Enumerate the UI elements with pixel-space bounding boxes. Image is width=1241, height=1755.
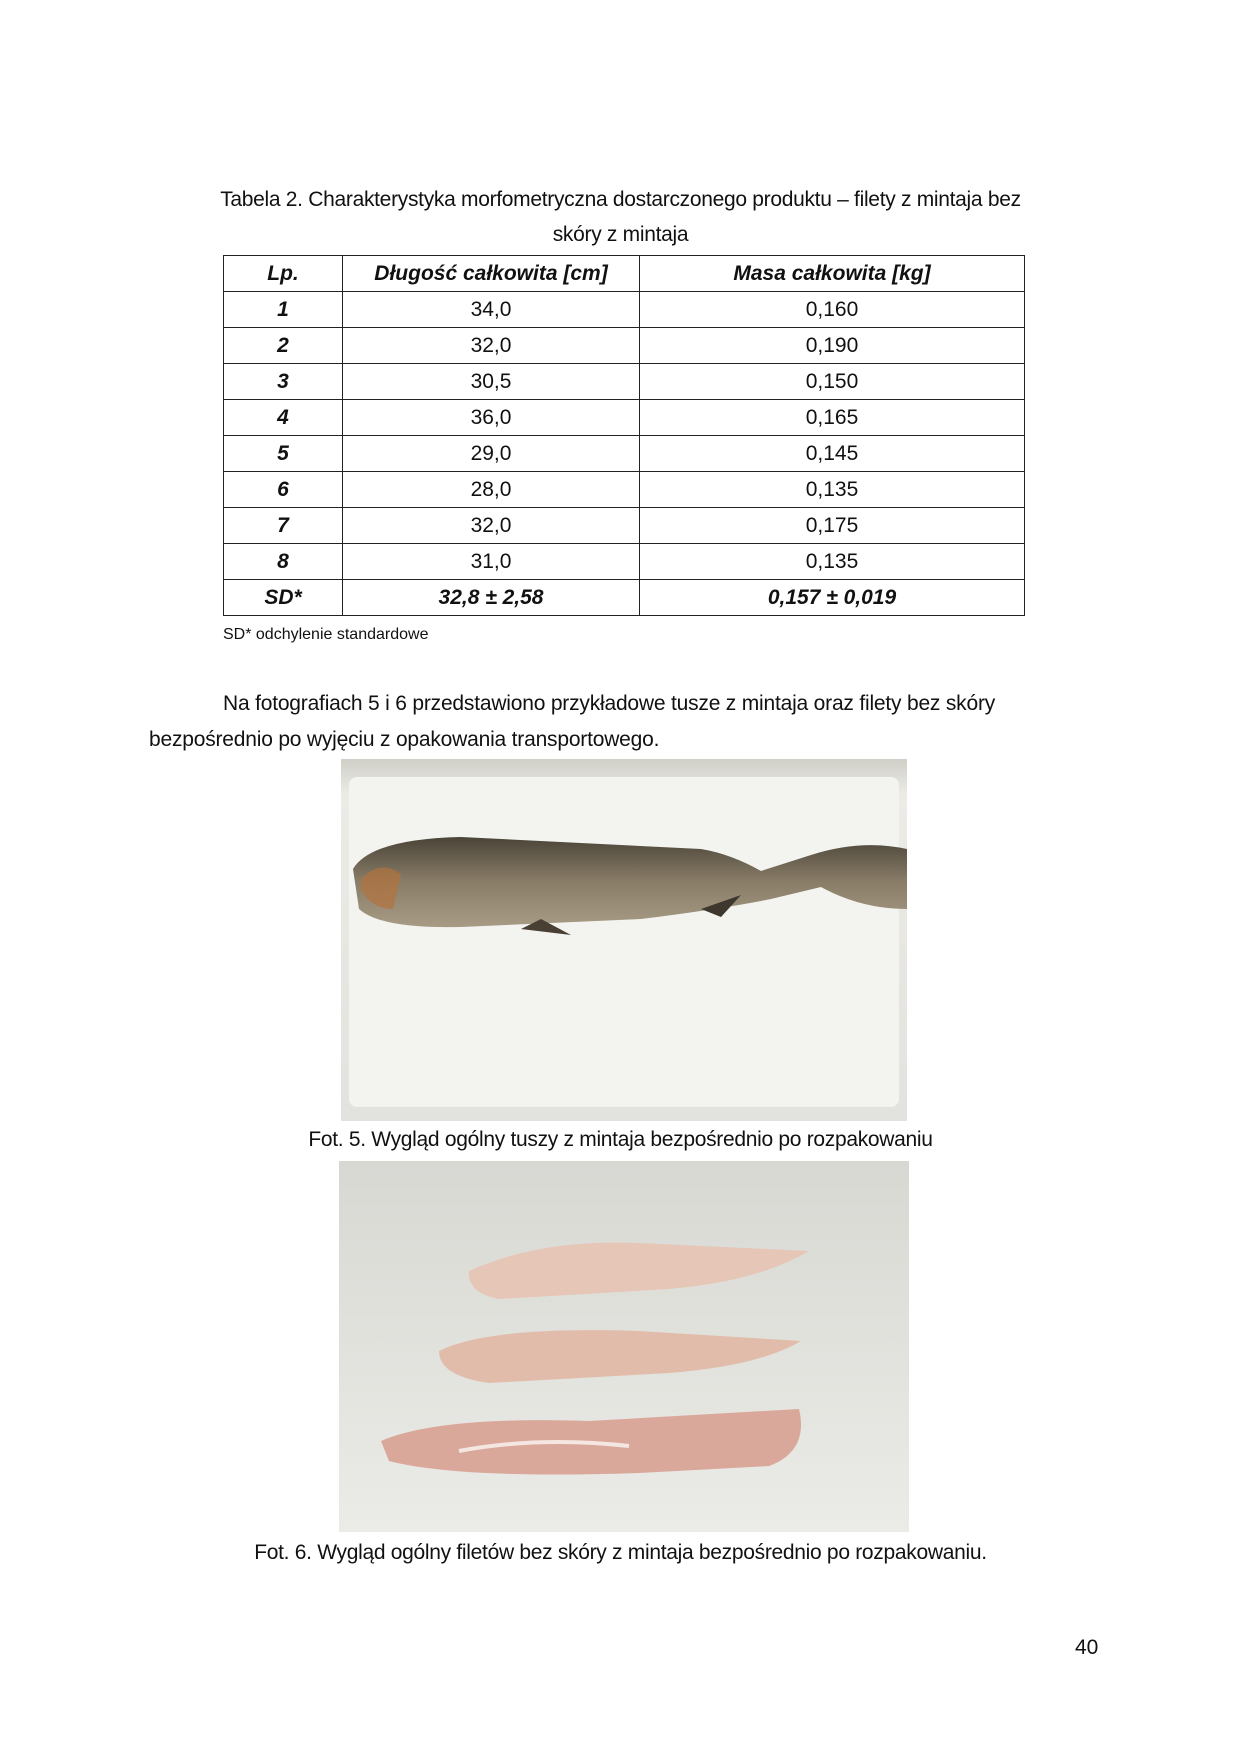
cell-lp: 4 [224,400,343,436]
cell-mass: 0,135 [640,472,1025,508]
photo-pollock-fillets [339,1161,909,1532]
figure-caption-5: Fot. 5. Wygląd ogólny tuszy z mintaja bezpośrednio po rozpakowaniu [308,1128,933,1151]
table-row [224,508,1025,544]
cell-length: 31,0 [343,544,640,580]
cell-mass: 0,175 [640,508,1025,544]
cell-sd-mass: 0,157 ± 0,019 [640,580,1025,616]
cell-sd-length: 32,8 ± 2,58 [343,580,640,616]
cell-mass: 0,165 [640,400,1025,436]
photo-pollock-carcass [341,759,907,1121]
table-row [224,328,1025,364]
cell-mass: 0,135 [640,544,1025,580]
cell-lp: 3 [224,364,343,400]
cell-mass: 0,190 [640,328,1025,364]
morphometric-table [223,255,1025,616]
table-row [224,436,1025,472]
footnote: SD* odchylenie standardowe [223,626,429,643]
cell-length: 29,0 [343,436,640,472]
cell-lp: 5 [224,436,343,472]
cell-lp: 1 [224,292,343,328]
page-number: 40 [1075,1636,1099,1659]
cell-length: 32,0 [343,508,640,544]
table-header-row [224,256,1025,292]
cell-mass: 0,145 [640,436,1025,472]
cell-length: 28,0 [343,472,640,508]
cell-lp: 7 [224,508,343,544]
cell-lp: 2 [224,328,343,364]
cell-length: 32,0 [343,328,640,364]
table-row [224,472,1025,508]
cell-lp: 6 [224,472,343,508]
cell-length: 34,0 [343,292,640,328]
table-caption-line1: Tabela 2. Charakterystyka morfometryczna dostarczonego produktu – filety z mintaja bez [220,188,1021,211]
cell-length: 30,5 [343,364,640,400]
table-summary-row [224,580,1025,616]
table-row [224,292,1025,328]
cell-sd-label: SD* [224,580,343,616]
cell-length: 36,0 [343,400,640,436]
table-caption-line2: skóry z mintaja [552,223,689,246]
table-row [224,400,1025,436]
paragraph-line2: bezpośrednio po wyjęciu z opakowania transportowego. [149,728,660,751]
cell-mass: 0,160 [640,292,1025,328]
header-mass: Masa całkowita [kg] [640,256,1025,292]
paragraph-line1: Na fotografiach 5 i 6 przedstawiono przykładowe tusze z mintaja oraz filety bez skóry [223,692,996,715]
header-lp: Lp. [224,256,343,292]
figure-caption-6: Fot. 6. Wygląd ogólny filetów bez skóry z mintaja bezpośrednio po rozpakowaniu. [254,1541,987,1564]
cell-lp: 8 [224,544,343,580]
table-row [224,364,1025,400]
cell-mass: 0,150 [640,364,1025,400]
header-length: Długość całkowita [cm] [343,256,640,292]
table-row [224,544,1025,580]
